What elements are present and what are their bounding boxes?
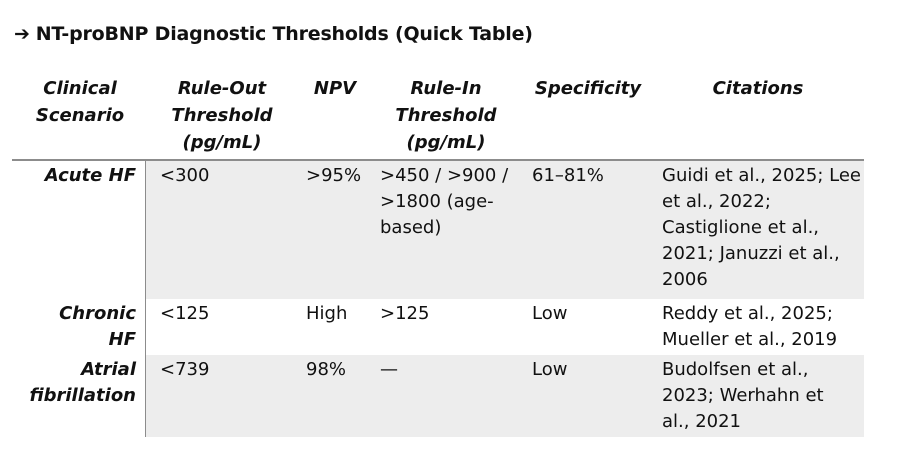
header-line: Citations — [712, 78, 804, 99]
header-line: NPV — [313, 78, 357, 99]
table-header — [12, 70, 864, 161]
thresholds-table — [12, 70, 864, 437]
header-clinical-scenario — [12, 75, 148, 129]
cell-npv: >95% — [306, 165, 362, 186]
header-npv — [302, 75, 368, 102]
header-line: Rule-In — [410, 78, 482, 99]
header-specificity — [524, 75, 652, 102]
header-line: (pg/mL) — [406, 132, 486, 153]
cell-npv: High — [306, 303, 348, 324]
cell-citations: Reddy et al., 2025; Mueller et al., 2019 — [662, 303, 838, 350]
header-line: (pg/mL) — [182, 132, 262, 153]
cell-rule-out: <739 — [160, 359, 210, 380]
header-line: Threshold — [171, 105, 273, 126]
cell-specificity: Low — [532, 359, 568, 380]
arrow-right-icon: ➔ — [14, 23, 30, 45]
scenario-line: Chronic — [59, 303, 136, 324]
cell-rule-out: <125 — [160, 303, 210, 324]
header-line: Threshold — [395, 105, 497, 126]
cell-npv: 98% — [306, 359, 347, 380]
cell-citations: Budolfsen et al., 2023; Werhahn et al., 2021 — [662, 359, 824, 432]
header-line: Scenario — [35, 105, 125, 126]
header-line: Rule-Out — [177, 78, 267, 99]
scenario-line: Atrial — [81, 359, 136, 380]
table-row — [12, 299, 864, 355]
cell-rule-out: <300 — [160, 165, 210, 186]
header-line: Clinical — [43, 78, 117, 99]
cell-specificity: 61–81% — [532, 165, 604, 186]
table-row — [12, 161, 864, 299]
header-rule-out-threshold — [160, 75, 284, 156]
cell-specificity: Low — [532, 303, 568, 324]
scenario-line: fibrillation — [29, 385, 136, 406]
scenario-line: HF — [108, 329, 136, 350]
page-title — [14, 23, 533, 45]
scenario-line: Acute HF — [44, 165, 136, 186]
row-scenario — [12, 355, 146, 437]
cell-rule-in: — — [380, 359, 398, 380]
row-scenario — [12, 161, 146, 299]
title-text: NT-proBNP Diagnostic Thresholds (Quick Table) — [35, 23, 533, 45]
cell-rule-in: >450 / >900 / >1800 (age-based) — [380, 165, 509, 238]
row-scenario — [12, 299, 146, 355]
header-citations — [662, 75, 854, 102]
header-rule-in-threshold — [380, 75, 512, 156]
cell-citations: Guidi et al., 2025; Lee et al., 2022; Castiglione et al., 2021; Januzzi et al., 2006 — [662, 165, 862, 290]
cell-rule-in: >125 — [380, 303, 430, 324]
table-row — [12, 355, 864, 437]
header-line: Specificity — [534, 78, 642, 99]
